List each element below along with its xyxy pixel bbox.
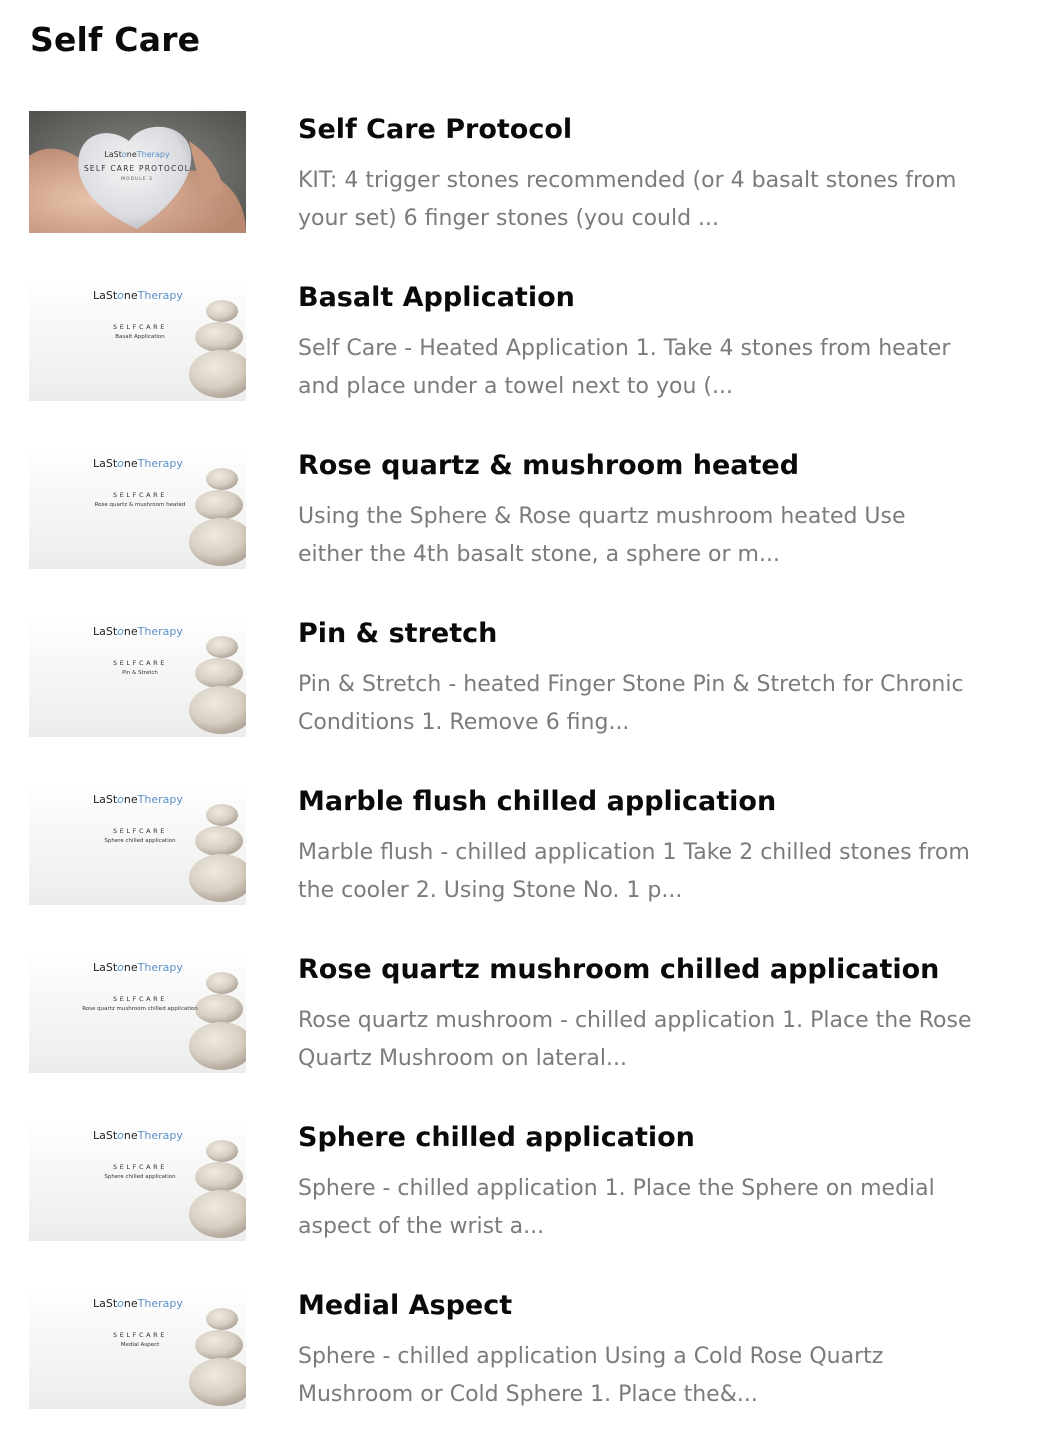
svg-text:Medial Aspect: Medial Aspect bbox=[120, 1342, 160, 1348]
lesson-description: Marble flush - chilled application 1 Take 2 chilled stones from the cooler 2. Using Stone No. 1 p... bbox=[298, 840, 970, 903]
lesson-thumbnail[interactable] bbox=[29, 447, 246, 569]
svg-text:SELFCARE: SELFCARE bbox=[112, 1331, 168, 1339]
svg-text:SELFCARE: SELFCARE bbox=[112, 323, 168, 331]
lesson-title[interactable]: Rose quartz mushroom chilled application bbox=[298, 954, 940, 985]
lesson-title[interactable]: Pin & stretch bbox=[298, 618, 498, 649]
svg-text:LaStoneTherapy: LaStoneTherapy bbox=[93, 961, 183, 974]
page-title: Self Care bbox=[30, 20, 201, 59]
lesson-thumbnail[interactable] bbox=[29, 783, 246, 905]
lesson-thumbnail[interactable] bbox=[29, 951, 246, 1073]
svg-text:Sphere chilled application: Sphere chilled application bbox=[104, 838, 176, 844]
list-item[interactable] bbox=[0, 102, 1045, 270]
list-item[interactable] bbox=[0, 606, 1045, 774]
lesson-description: Rose quartz mushroom - chilled application 1. Place the Rose Quartz Mushroom on lateral... bbox=[298, 1008, 972, 1071]
list-item[interactable] bbox=[0, 942, 1045, 1110]
lesson-title[interactable]: Marble flush chilled application bbox=[298, 786, 777, 817]
lesson-title[interactable]: Basalt Application bbox=[298, 282, 575, 313]
svg-text:LaStoneTherapy: LaStoneTherapy bbox=[93, 793, 183, 806]
list-item[interactable] bbox=[0, 438, 1045, 606]
lesson-thumbnail[interactable] bbox=[29, 111, 246, 233]
lesson-title[interactable]: Self Care Protocol bbox=[298, 114, 573, 145]
list-item[interactable] bbox=[0, 1278, 1045, 1446]
lesson-list bbox=[0, 102, 1045, 1446]
svg-text:SELFCARE: SELFCARE bbox=[112, 995, 168, 1003]
lesson-title[interactable]: Sphere chilled application bbox=[298, 1122, 695, 1153]
svg-text:SELFCARE: SELFCARE bbox=[112, 659, 168, 667]
svg-text:Rose quartz & mushroom heated: Rose quartz & mushroom heated bbox=[94, 502, 186, 508]
svg-text:LaStoneTherapy: LaStoneTherapy bbox=[93, 457, 183, 470]
lesson-title[interactable]: Medial Aspect bbox=[298, 1290, 513, 1321]
svg-text:LaStoneTherapy: LaStoneTherapy bbox=[93, 1297, 183, 1310]
svg-text:Basalt Application: Basalt Application bbox=[115, 334, 165, 340]
lesson-description: KIT: 4 trigger stones recommended (or 4 basalt stones from your set) 6 finger stones (you could ... bbox=[298, 168, 957, 231]
lesson-description: Using the Sphere & Rose quartz mushroom heated Use either the 4th basalt stone, a sphere or m... bbox=[298, 504, 906, 567]
svg-text:SELFCARE: SELFCARE bbox=[112, 1163, 168, 1171]
lesson-description: Self Care - Heated Application 1. Take 4 stones from heater and place under a towel next to you (... bbox=[298, 336, 951, 399]
svg-text:LaStoneTherapy: LaStoneTherapy bbox=[104, 150, 170, 159]
list-item[interactable] bbox=[0, 270, 1045, 438]
svg-text:Sphere chilled application: Sphere chilled application bbox=[104, 1174, 176, 1180]
svg-text:LaStoneTherapy: LaStoneTherapy bbox=[93, 1129, 183, 1142]
lesson-thumbnail[interactable] bbox=[29, 279, 246, 401]
svg-text:Rose quartz mushroom chilled a: Rose quartz mushroom chilled application bbox=[82, 1006, 198, 1012]
lesson-thumbnail[interactable] bbox=[29, 615, 246, 737]
lesson-thumbnail[interactable] bbox=[29, 1287, 246, 1409]
svg-text:Pin & Stretch: Pin & Stretch bbox=[122, 670, 158, 676]
lesson-description: Sphere - chilled application Using a Cold Rose Quartz Mushroom or Cold Sphere 1. Place the&... bbox=[298, 1344, 884, 1407]
svg-text:SELF CARE PROTOCOL: SELF CARE PROTOCOL bbox=[83, 164, 191, 173]
lesson-description: Sphere - chilled application 1. Place the Sphere on medial aspect of the wrist a... bbox=[298, 1176, 935, 1239]
list-item[interactable] bbox=[0, 1110, 1045, 1278]
svg-text:LaStoneTherapy: LaStoneTherapy bbox=[93, 625, 183, 638]
lesson-description: Pin & Stretch - heated Finger Stone Pin & Stretch for Chronic Conditions 1. Remove 6 fing... bbox=[298, 672, 964, 735]
lesson-title[interactable]: Rose quartz & mushroom heated bbox=[298, 450, 800, 481]
list-item[interactable] bbox=[0, 774, 1045, 942]
svg-text:SELFCARE: SELFCARE bbox=[112, 491, 168, 499]
lesson-thumbnail[interactable] bbox=[29, 1119, 246, 1241]
svg-text:MODULE 3: MODULE 3 bbox=[121, 177, 153, 182]
svg-text:LaStoneTherapy: LaStoneTherapy bbox=[93, 289, 183, 302]
svg-text:SELFCARE: SELFCARE bbox=[112, 827, 168, 835]
